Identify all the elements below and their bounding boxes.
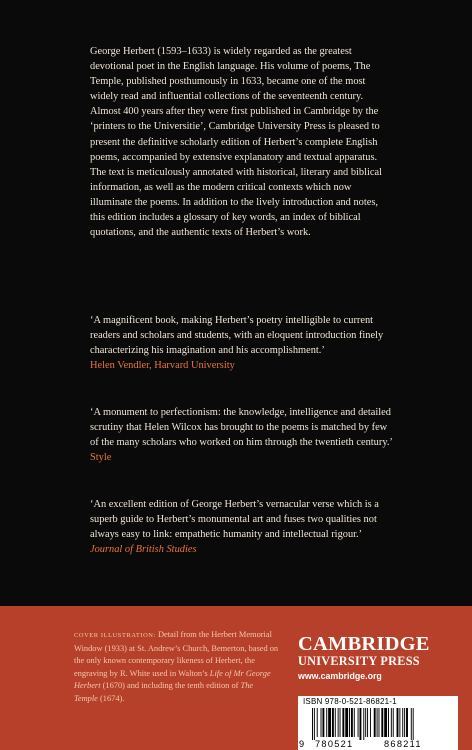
barcode-bar bbox=[411, 708, 412, 740]
barcode-bar bbox=[338, 708, 339, 737]
barcode-bar bbox=[317, 708, 318, 737]
cover-credit-title: Life of Mr George Herbert bbox=[74, 668, 271, 691]
barcode-bar bbox=[406, 708, 408, 737]
review-quote-text: ‘A magnificent book, making Herbert’s poetry intelligible to current readers and scholars and students, with an eloquent introduction finely characterizing his imagination and his accomplishment.’ bbox=[90, 315, 384, 357]
barcode-bars bbox=[304, 708, 452, 740]
cover-credit-title: The Temple bbox=[74, 681, 254, 703]
review-quote-text: ‘An excellent edition of George Herbert’s vernacular verse which is a superb guide to Herbert’s monumental art and fuses two qualities not always easy to link: empathetic humanity and intellectual rigour.’ bbox=[90, 499, 379, 541]
review-quote-2 bbox=[90, 405, 396, 465]
barcode-bar bbox=[381, 708, 383, 737]
barcode-bar bbox=[377, 708, 378, 737]
barcode-bar bbox=[402, 708, 403, 737]
publisher-logo bbox=[298, 634, 458, 682]
review-quote-source: Helen Vendler, Harvard University bbox=[90, 360, 235, 372]
barcode-bar bbox=[342, 708, 344, 737]
barcode-bar bbox=[404, 708, 405, 737]
barcode-bar bbox=[384, 708, 387, 737]
review-quote-source: Style bbox=[90, 452, 112, 464]
barcode-bar bbox=[367, 708, 368, 737]
barcode-bar bbox=[370, 708, 371, 737]
barcode-bar bbox=[328, 708, 331, 737]
barcode-bar bbox=[393, 708, 394, 737]
barcode-bar bbox=[314, 708, 315, 740]
cover-credit-text: (1674). bbox=[99, 693, 125, 703]
cover-credit-lead: COVER ILLUSTRATION: bbox=[74, 632, 156, 639]
ean-right-group: 868211 bbox=[384, 739, 422, 749]
review-quote-1 bbox=[90, 313, 396, 373]
cover-credit-text: (1670) and including the tenth edition of bbox=[102, 681, 239, 691]
barcode-bar bbox=[335, 708, 336, 737]
barcode-bar bbox=[399, 708, 400, 737]
barcode-bar bbox=[349, 708, 350, 737]
publisher-band bbox=[0, 606, 472, 750]
barcode-bar bbox=[340, 708, 341, 737]
barcode-bar bbox=[365, 708, 366, 737]
review-quote-3 bbox=[90, 497, 396, 557]
barcode-bar bbox=[321, 708, 322, 737]
barcode-bar bbox=[345, 708, 348, 737]
book-description: George Herbert (1593–1633) is widely regarded as the greatest devotional poet in the English language. His volume of poems, The Temple, published posthumously in 1633, became one of the most widely read and influential collections of the seventeenth century. Almost 400 years after they were first published in Cambridge by the ‘printers to the Universitie’, Cambridge University Press is pleased to present the definitive scholarly edition of Herbert’s complete English poems, accompanied by extensive explanatory and textual apparatus. The text is meticulously annotated with historical, literary and biblical information, as well as the modern critical contexts which now illuminate the poems. In addition to the lively introduction and notes, this edition includes a glossary of key words, an index of biblical quotations, and the authentic texts of Herbert’s work. bbox=[90, 46, 383, 239]
barcode-bar bbox=[379, 708, 380, 737]
barcode-bar bbox=[397, 708, 399, 737]
ean-first-digit: 9 bbox=[299, 739, 305, 749]
barcode-bar bbox=[358, 708, 359, 737]
review-quote-text: ‘A monument to perfectionism: the knowledge, intelligence and detailed scrutiny that Helen Wilcox has brought to the poems is matched by few of the many scholars who worked on him through the twentieth century.’ bbox=[90, 407, 393, 449]
barcode-bar bbox=[312, 708, 313, 740]
barcode-bar bbox=[326, 708, 327, 737]
cover-credit-text: Detail from the Herbert Memorial Window (1933) at St. Andrew’s Church, Bemerton, based on the only known contemporary likeness of Herbert, the engraving by R. White used in Walton’s bbox=[74, 630, 279, 678]
review-quote-source: Journal of British Studies bbox=[90, 544, 197, 556]
barcode-bar bbox=[391, 708, 392, 737]
cover-illustration-credit bbox=[74, 629, 279, 706]
publisher-press: UNIVERSITY PRESS bbox=[298, 654, 420, 668]
barcode-bar bbox=[388, 708, 389, 737]
barcode-bar bbox=[332, 708, 334, 737]
barcode-bar bbox=[322, 708, 324, 737]
publisher-name: CAMBRIDGE bbox=[298, 633, 430, 655]
barcode-bar bbox=[374, 708, 376, 737]
barcode-bar bbox=[363, 708, 364, 740]
barcode-bar bbox=[354, 708, 355, 737]
isbn-label: ISBN 978-0-521-86821-1 bbox=[303, 697, 397, 706]
barcode-bar bbox=[413, 708, 414, 740]
barcode-bar bbox=[351, 708, 353, 737]
ean-left-group: 780521 bbox=[315, 739, 354, 749]
barcode bbox=[298, 696, 458, 750]
barcode-bar bbox=[360, 708, 362, 740]
publisher-url[interactable]: www.cambridge.org bbox=[298, 671, 382, 681]
